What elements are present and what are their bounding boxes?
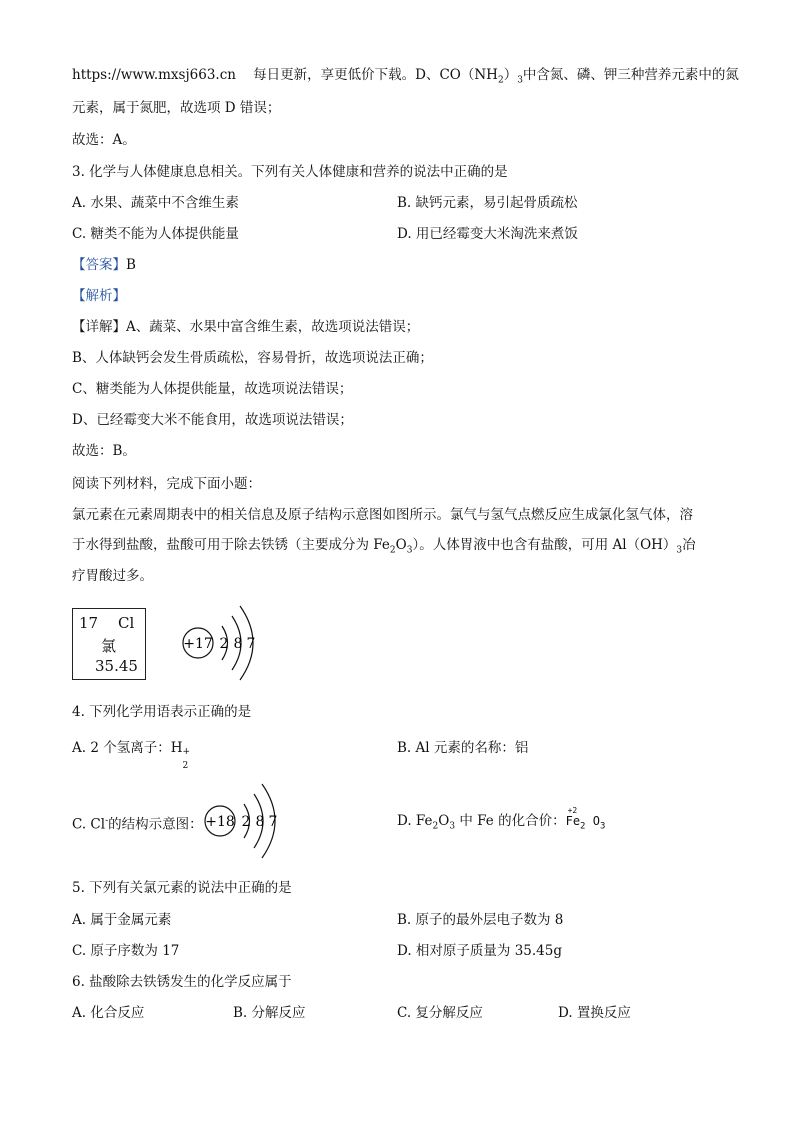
text: 于水得到盐酸，盐酸可用于除去铁锈（主要成分为 Fe xyxy=(72,537,390,553)
q3-option-d: D. 用已经霉变大米淘洗来煮饭 xyxy=(397,226,578,242)
q5-option-c: C. 原子序数为 17 xyxy=(72,943,180,959)
q4-option-a xyxy=(72,739,191,771)
text: 冶 xyxy=(682,537,696,553)
text: 的结构示意图： xyxy=(108,816,203,833)
nucleus-charge: +17 xyxy=(183,636,213,652)
material-p1: 氯元素在元素周期表中的相关信息及原子结构示意图如图所示。氯气与氢气点燃反应生成氯化氢气体，溶 xyxy=(72,507,693,523)
text: O xyxy=(438,813,450,829)
valence-formula xyxy=(565,806,606,835)
q3-detail-d: D、已经霉变大米不能食用，故选项说法错误； xyxy=(72,412,353,428)
shell-electrons-1: 2 xyxy=(219,636,229,652)
atomic-number: 17 xyxy=(79,614,99,632)
header-line-3: 故选：A。 xyxy=(72,132,136,148)
promo-text: 每日更新，享更低价下载。 xyxy=(253,67,416,83)
sup: - xyxy=(105,816,109,826)
shell-electrons-1: 2 xyxy=(241,814,251,830)
sub: 2 xyxy=(580,821,586,832)
element-symbol: Cl xyxy=(118,614,135,632)
q6-option-b: B. 分解反应 xyxy=(233,1005,306,1021)
analysis-tag: 【解析】 xyxy=(72,288,126,304)
sub: 3 xyxy=(406,545,413,556)
sub: 3 xyxy=(517,75,523,86)
sub: 2 xyxy=(182,761,189,771)
q3-option-b: B. 缺钙元素，易引起骨质疏松 xyxy=(397,195,578,211)
chlorine-atom-diagram xyxy=(178,598,268,688)
sup: + xyxy=(182,747,191,757)
sub: 3 xyxy=(449,821,456,832)
answer-tag: 【答案】 xyxy=(72,257,126,273)
q5-option-a: A. 属于金属元素 xyxy=(72,912,172,928)
sub: 2 xyxy=(497,75,504,86)
q6-option-d: D. 置换反应 xyxy=(558,1005,631,1021)
text: C. Cl xyxy=(72,816,106,833)
header-tail-mid: ） xyxy=(503,67,518,83)
sub: 3 xyxy=(676,545,683,556)
chloride-ion-diagram xyxy=(200,776,290,866)
q3-stem: 3. 化学与人体健康息息相关。下列有关人体健康和营养的说法中正确的是 xyxy=(72,164,508,180)
q4-option-c xyxy=(72,812,203,834)
sub: 2 xyxy=(389,545,396,556)
q4-option-b: B. Al 元素的名称：铝 xyxy=(397,740,529,756)
valence-charge: +2 xyxy=(567,806,578,815)
element-name: 氯 xyxy=(101,637,117,655)
q3-final: 故选：B。 xyxy=(72,443,136,459)
text: Fe xyxy=(565,814,581,828)
q3-option-a: A. 水果、蔬菜中不含维生素 xyxy=(72,195,239,211)
q3-detail: 【详解】A、蔬菜、水果中富含维生素，故选项说法错误； xyxy=(72,319,420,335)
q3-answer xyxy=(72,256,136,274)
text: O xyxy=(592,814,600,828)
shell-electrons-2: 8 xyxy=(233,636,243,652)
text: 中 Fe 的化合价： xyxy=(455,813,566,829)
q4-stem: 4. 下列化学用语表示正确的是 xyxy=(72,704,252,720)
q3-detail-b: B、人体缺钙会发生骨质疏松，容易骨折，故选项说法正确； xyxy=(72,350,433,366)
shell-electrons-3: 7 xyxy=(268,814,278,830)
material-intro: 阅读下列材料，完成下面小题： xyxy=(72,476,261,492)
atomic-mass: 35.45 xyxy=(95,657,138,675)
q4-option-d xyxy=(397,806,606,836)
shell-electrons-2: 8 xyxy=(255,814,265,830)
text: A. 2 个氢离子：H xyxy=(72,740,183,756)
text: D. Fe xyxy=(397,813,433,829)
text: ）。人体胃液中也含有盐酸，可用 Al（OH） xyxy=(412,537,677,553)
shell-electrons-3: 7 xyxy=(246,636,256,652)
sub: 3 xyxy=(599,821,606,832)
q5-option-b: B. 原子的最外层电子数为 8 xyxy=(397,912,564,928)
material-p3: 疗胃酸过多。 xyxy=(72,568,153,584)
material-p2 xyxy=(72,536,696,560)
header-line-1 xyxy=(72,66,739,90)
answer-value: B xyxy=(126,257,136,273)
source-url[interactable]: https://www.mxsj663.cn xyxy=(72,67,236,83)
header-tail: D、CO（NH xyxy=(415,67,498,83)
q6-option-a: A. 化合反应 xyxy=(72,1005,145,1021)
header-line-2: 元素，属于氮肥，故选项 D 错误； xyxy=(72,100,281,116)
sub: 2 xyxy=(432,821,439,832)
q5-option-d: D. 相对原子质量为 35.45g xyxy=(397,943,563,959)
q6-stem: 6. 盐酸除去铁锈发生的化学反应属于 xyxy=(72,974,292,990)
q3-option-c: C. 糖类不能为人体提供能量 xyxy=(72,226,239,242)
element-card xyxy=(72,608,146,680)
text: O xyxy=(395,537,407,553)
header-tail-after: 中含氮、磷、钾三种营养元素中的氮 xyxy=(522,67,739,83)
nucleus-charge: +18 xyxy=(205,814,235,830)
q5-stem: 5. 下列有关氯元素的说法中正确的是 xyxy=(72,880,292,896)
q6-option-c: C. 复分解反应 xyxy=(397,1005,483,1021)
q3-detail-c: C、糖类能为人体提供能量，故选项说法错误； xyxy=(72,381,353,397)
